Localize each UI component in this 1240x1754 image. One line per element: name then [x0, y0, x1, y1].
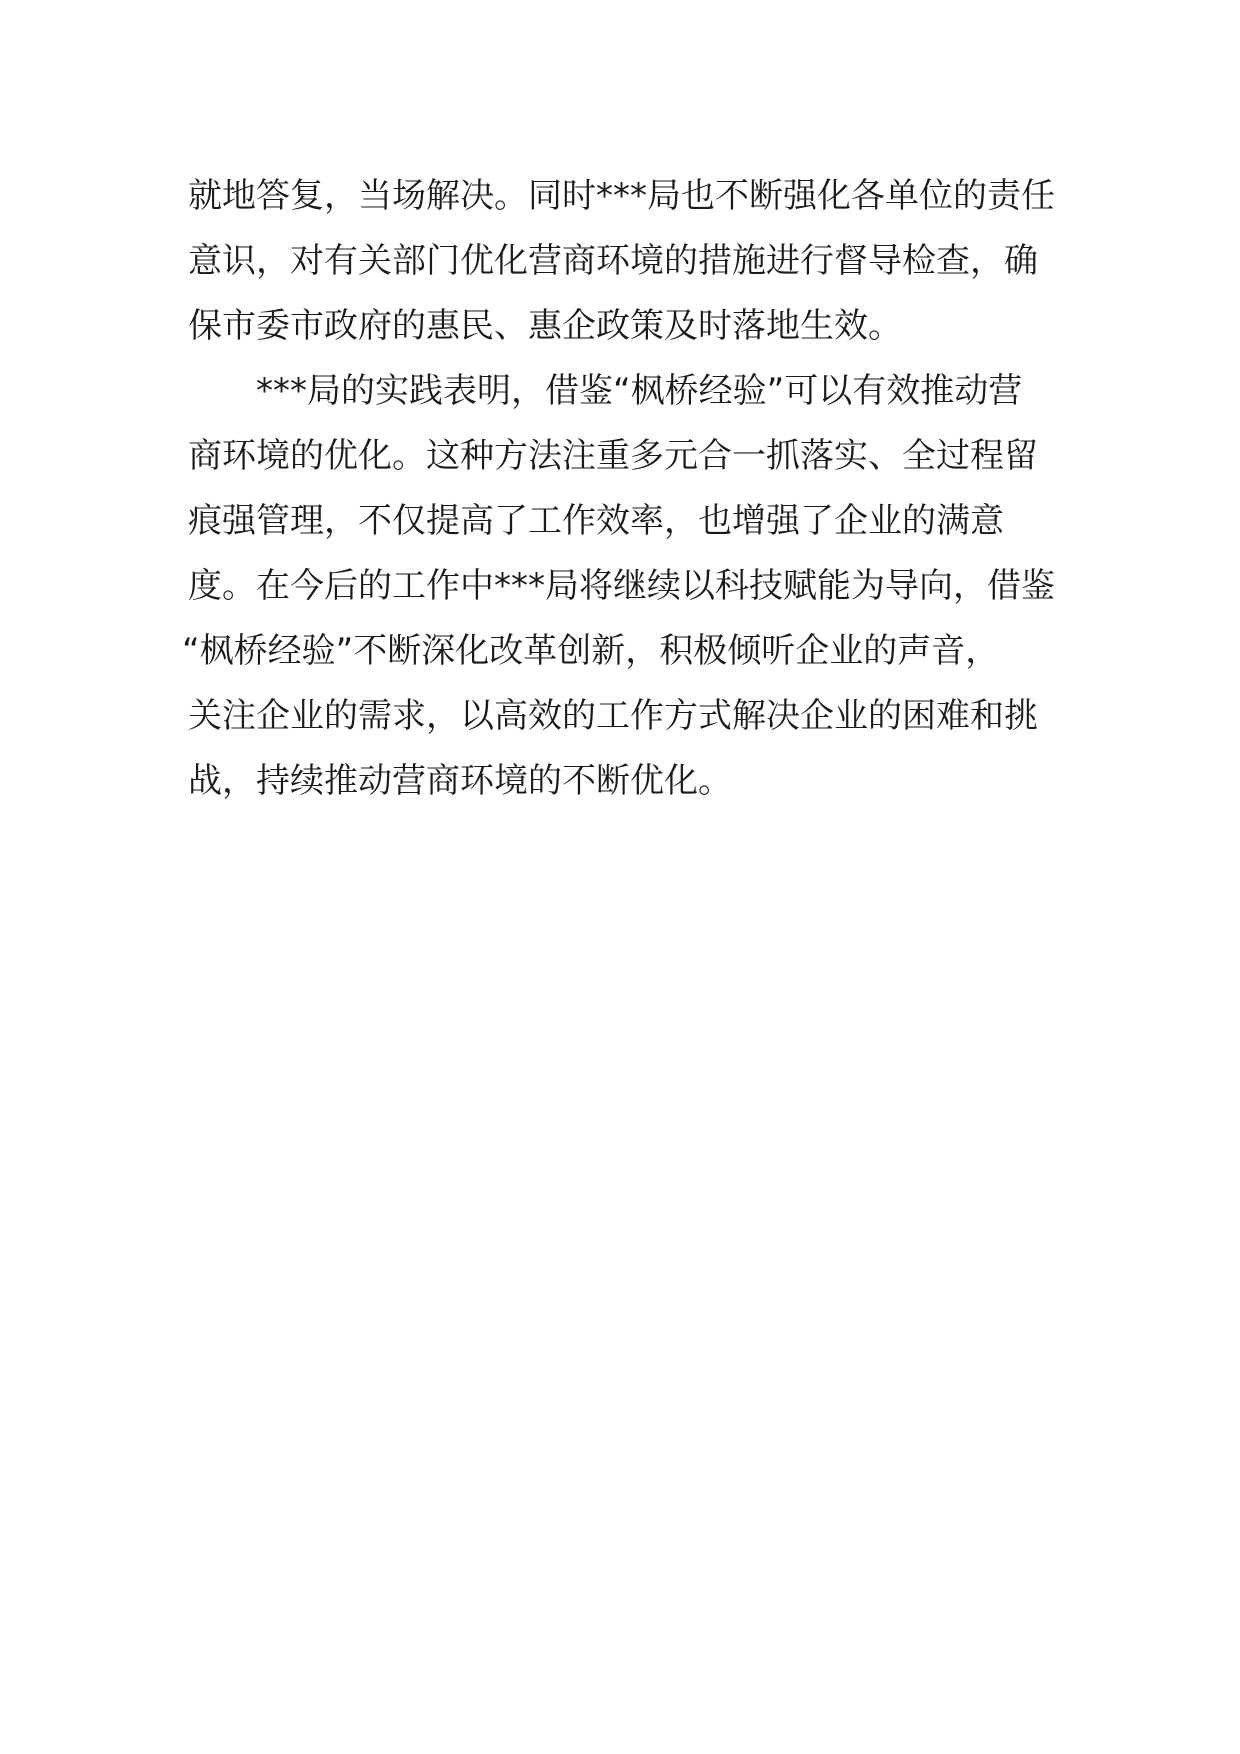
paragraph-2-line-5: “枫桥经验”不断深化改革创新，积极倾听企业的声音， [182, 631, 1000, 671]
body-text [182, 164, 1055, 814]
paragraph-2-line-6: 关注企业的需求，以高效的工作方式解决企业的困难和挑 [188, 696, 1038, 736]
paragraph-1-line-1: 就地答复，当场解决。同时***局也不断强化各单位的责任 [188, 176, 1055, 216]
paragraph-2-line-7: 战，持续推动营商环境的不断优化。 [188, 761, 732, 801]
paragraph-2-line-1: ***局的实践表明，借鉴“枫桥经验”可以有效推动营 [256, 371, 1023, 411]
paragraph-2-line-3: 痕强管理，不仅提高了工作效率，也增强了企业的满意 [188, 501, 1004, 541]
paragraph-2-line-4: 度。在今后的工作中***局将继续以科技赋能为导向，借鉴 [188, 566, 1055, 606]
paragraph-1-line-2: 意识，对有关部门优化营商环境的措施进行督导检查，确 [188, 241, 1038, 281]
paragraph-2-line-2: 商环境的优化。这种方法注重多元合一抓落实、全过程留 [188, 436, 1038, 476]
paragraph-1-line-3: 保市委市政府的惠民、惠企政策及时落地生效。 [188, 306, 902, 346]
